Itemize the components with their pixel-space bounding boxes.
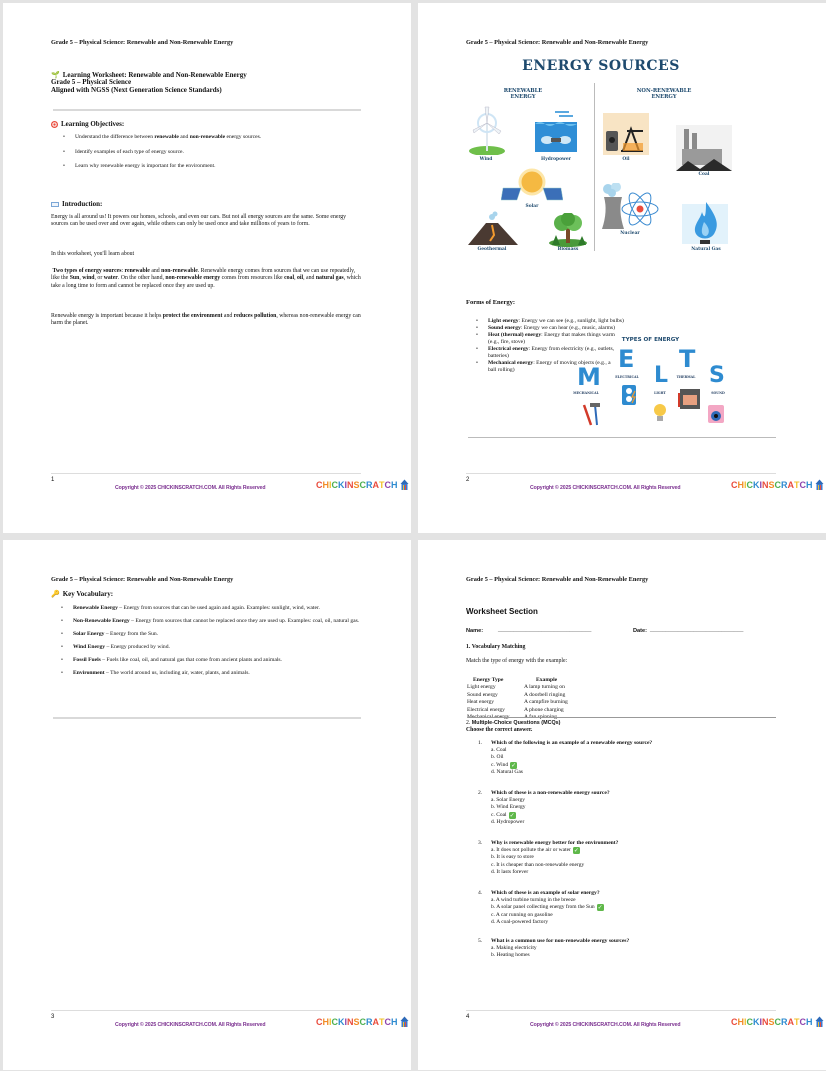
check-mark-icon: ✓	[597, 904, 603, 912]
logo-text: CHICKINSCRATCH	[731, 1016, 813, 1027]
answer-option[interactable]: a. A wind turbine turning in the breeze	[491, 897, 576, 903]
objective-item: • Understand the difference between renewable and non-renewable energy sources.	[53, 134, 383, 141]
label-sound: SOUND	[711, 391, 725, 395]
question-text: 2. Which of these is a non-renewable energy source?	[478, 790, 610, 796]
table-row: Sound energy A doorbell ringing	[467, 691, 566, 698]
heading-text: Key Vocabulary:	[62, 590, 114, 598]
answer-option[interactable]: d. Hydropower	[491, 819, 525, 826]
label-nuclear: Nuclear	[620, 231, 640, 236]
label-electrical: ELECTRICAL	[615, 375, 639, 379]
check-mark-icon: ✓	[511, 761, 517, 769]
copyright-text: Copyright © 2025 CHICKINSCRATCH.COM. All Rights Reserved	[530, 485, 681, 491]
answer-option[interactable]: a. Making electricity	[491, 945, 537, 951]
divider	[468, 717, 776, 718]
divider	[53, 717, 361, 719]
introduction-heading	[51, 200, 102, 208]
label-oil: Oil	[622, 157, 630, 162]
subtitle-ngss: Aligned with NGSS (Next Generation Science Standards)	[51, 86, 222, 94]
renewable-heading: RENEWABLE ENERGY	[503, 88, 543, 100]
answer-option[interactable]: c. A car running on gasoline	[491, 911, 553, 918]
vocab-item: • Solar Energy – Energy from the Sun.	[51, 631, 369, 638]
page-number: 2	[466, 477, 470, 483]
mcq-heading: 2. Multiple-Choice Questions (MCQs)	[466, 720, 561, 726]
intro-paragraph-4: Renewable energy is important because it helps protect the environment and reduces pollution, whereas non-renewable energy can harm the planet.	[51, 313, 361, 327]
forms-heading: Forms of Energy:	[466, 299, 516, 306]
footer-divider	[466, 473, 776, 474]
question-text: 4. Which of these is an example of solar energy?	[478, 890, 600, 896]
answer-option[interactable]: c. Coal ✓	[491, 811, 515, 819]
coal-factory-icon	[676, 125, 732, 171]
mcq-question	[478, 938, 629, 960]
page-header: Grade 5 – Physical Science: Renewable and Non-Renewable Energy	[51, 576, 234, 583]
subtitle-grade: Grade 5 – Physical Science	[51, 78, 132, 86]
answer-option[interactable]: a. It does not pollute the air or water ✓	[491, 847, 579, 854]
vocab-item: • Non-Renewable Energy – Energy from sources that cannot be replaced once they are used up. Examples: coal, oil, natural gas.	[51, 618, 369, 625]
answer-option[interactable]: b. Wind Energy	[491, 804, 526, 811]
intro-paragraph-3: Two types of energy sources: renewable and non-renewable. Renewable energy comes from sources that we can use repeatedly, like the Sun, wind, or water. On the other hand, non-renewable energy comes from resources like coal, oil, and natural gas, which take a long time to form and cannot be replaced once they are used up.	[51, 268, 361, 289]
solar-panel-icon	[501, 168, 563, 202]
label-hydropower: Hydropower	[541, 157, 571, 162]
heading-text: Learning Objectives:	[61, 120, 125, 128]
question-text: 1. Which of the following is an example of a renewable energy source?	[478, 740, 653, 746]
question-text: 5. What is a common use for non-renewable energy sources?	[478, 938, 630, 944]
label-natural-gas: Natural Gas	[691, 247, 721, 252]
label-mechanical: MECHANICAL	[573, 391, 599, 395]
geothermal-volcano-icon	[468, 211, 518, 247]
form-item-mechanical: • Mechanical energy: Energy of moving objects (e.g., a ball rolling)	[466, 360, 616, 374]
question-number: 3.	[478, 840, 483, 846]
objectives-heading	[51, 120, 124, 128]
chickinscratch-logo	[731, 1016, 824, 1027]
form-item-sound: • Sound energy: Energy we can hear (e.g., music, alarms)	[466, 325, 616, 332]
answer-option[interactable]: d. It lasts forever	[491, 869, 529, 876]
copyright-text: Copyright © 2025 CHICKINSCRATCH.COM. All Rights Reserved	[115, 485, 266, 491]
logo-text: CHICKINSCRATCH	[731, 479, 813, 490]
intro-paragraph-1: Energy is all around us! It powers our homes, schools, and even our cars. But not all energy sources are the same. Some energy sources can be used over and over again, while others can only be used once and take millions of years to form.	[51, 214, 347, 228]
question-number: 5.	[478, 938, 483, 944]
mcq-instruction: Choose the correct answer.	[466, 727, 533, 733]
page-number: 4	[466, 1014, 470, 1020]
page-header: Grade 5 – Physical Science: Renewable and Non-Renewable Energy	[466, 576, 649, 583]
vocab-item: • Wind Energy – Energy produced by wind.	[51, 644, 369, 651]
answer-option[interactable]: b. A solar panel collecting energy from the Sun ✓	[491, 904, 603, 912]
label-solar: Solar	[525, 204, 539, 209]
question-text: 3. Why is renewable energy better for the environment?	[478, 840, 619, 846]
intro-paragraph-2: In this worksheet, you'll learn about	[51, 251, 135, 257]
house-icon	[815, 479, 824, 490]
energy-sources-divider	[594, 83, 595, 251]
light-bulb-icon	[653, 403, 667, 425]
mcq-question	[478, 740, 652, 777]
heading-text: Introduction:	[62, 200, 103, 208]
logo-text: CHICKINSCRATCH	[316, 479, 398, 490]
target-icon	[51, 121, 58, 128]
footer-divider	[51, 473, 361, 474]
answer-option[interactable]: a. Coal	[491, 747, 507, 753]
chickinscratch-logo	[731, 479, 824, 490]
form-item-heat: • Heat (thermal) energy: Energy that makes things warm (e.g., fire, stove)	[466, 332, 616, 346]
vocab-item: • Fossil Fuels – Fuels like coal, oil, and natural gas that come from ancient plants and animals.	[51, 657, 369, 664]
label-light: LIGHT	[654, 391, 666, 395]
hydropower-icon	[533, 108, 579, 154]
objective-item: • Identify examples of each type of energy source.	[53, 149, 383, 156]
page-header: Grade 5 – Physical Science: Renewable and Non-Renewable Energy	[466, 39, 649, 46]
vocab-item: • Environment – The world around us, including air, water, plants, and animals.	[51, 670, 369, 677]
check-mark-icon: ✓	[573, 847, 579, 854]
question-number: 2.	[478, 790, 483, 796]
natural-gas-flame-icon	[682, 198, 728, 246]
logo-text: CHICKINSCRATCH	[316, 1016, 398, 1027]
wind-turbine-icon	[468, 105, 506, 155]
house-icon	[400, 479, 409, 490]
table-row: Electrical energy A phone charging	[467, 706, 564, 713]
letter-m: M	[577, 363, 601, 391]
answer-option[interactable]: c. It is cheaper than non-renewable energy	[491, 861, 585, 868]
letter-t: T	[679, 345, 696, 373]
letter-s: S	[709, 363, 725, 388]
divider	[53, 109, 361, 111]
biomass-tree-icon	[548, 213, 588, 247]
vocab-matching-heading: 1. Vocabulary Matching	[466, 644, 526, 650]
oil-pump-icon	[603, 113, 649, 155]
form-item-electrical: • Electrical energy: Energy from electricity (e.g., outlets, batteries)	[466, 346, 616, 360]
seedling-icon: 🌱	[51, 71, 60, 79]
date-label: Date:	[633, 628, 647, 634]
book-icon	[51, 202, 59, 207]
house-icon	[400, 1016, 409, 1027]
copyright-text: Copyright © 2025 CHICKINSCRATCH.COM. All Rights Reserved	[115, 1022, 266, 1028]
worksheet-section-title: Worksheet Section	[466, 607, 538, 616]
objectives-list	[53, 134, 383, 170]
electric-outlet-icon	[619, 385, 639, 411]
types-of-energy-title: TYPES OF ENERGY	[621, 337, 680, 343]
answer-option[interactable]: b. Heating homes	[491, 952, 530, 959]
key-icon: 🔑	[51, 590, 60, 598]
label-geothermal: Geothermal	[477, 247, 507, 252]
question-number: 4.	[478, 890, 483, 896]
answer-option[interactable]: d. A coal-powered factory	[491, 919, 549, 926]
page-header: Grade 5 – Physical Science: Renewable and Non-Renewable Energy	[51, 39, 234, 46]
table-header-row	[467, 677, 568, 684]
mcq-question	[478, 840, 618, 877]
copyright-text: Copyright © 2025 CHICKINSCRATCH.COM. All Rights Reserved	[530, 1022, 681, 1028]
label-thermal: THERMAL	[676, 375, 696, 379]
letter-l: L	[654, 363, 669, 388]
table-row: Heat energy A campfire burning	[467, 699, 568, 706]
label-biomass: Biomass	[557, 247, 579, 252]
types-of-energy-image	[573, 331, 728, 433]
answer-option[interactable]: d. Natural Gas	[491, 769, 523, 776]
answer-option[interactable]: a. Solar Energy	[491, 797, 525, 803]
title-text: Learning Worksheet: Renewable and Non-Renewable Energy	[62, 71, 247, 79]
chickinscratch-logo	[316, 479, 409, 490]
question-number: 1.	[478, 740, 483, 746]
check-mark-icon: ✓	[509, 811, 515, 819]
page-4	[418, 540, 826, 1070]
vocab-matching-instruction: Match the type of energy with the example:	[466, 658, 568, 664]
footer-divider	[51, 1010, 361, 1011]
vocabulary-heading	[51, 590, 113, 598]
energy-sources-title: ENERGY SOURCES	[522, 58, 680, 74]
answer-option[interactable]: b. It is easy to store	[491, 854, 534, 861]
vocabulary-list	[51, 605, 369, 677]
page-1	[3, 3, 411, 533]
speaker-icon	[705, 403, 727, 425]
page-number: 3	[51, 1014, 55, 1020]
vocab-matching-table	[467, 677, 568, 721]
hammer-tool-icon	[581, 401, 601, 427]
date-field[interactable]: ______________________________	[650, 627, 744, 633]
form-item-light: • Light energy: Energy we can see (e.g., sunlight, light bulbs)	[466, 318, 686, 325]
name-field[interactable]: ______________________________	[498, 627, 592, 633]
oven-icon	[677, 387, 701, 411]
answer-option[interactable]: b. Oil	[491, 754, 504, 761]
mcq-question	[478, 790, 610, 827]
letter-e: E	[618, 345, 635, 373]
label-coal: Coal	[698, 172, 710, 177]
label-wind: Wind	[479, 157, 493, 162]
vocab-item: • Renewable Energy – Energy from sources that can be used again and again. Examples: sunlight, wind, water.	[51, 605, 369, 612]
energy-sources-image	[466, 53, 736, 253]
house-icon	[815, 1016, 824, 1027]
objective-item: • Learn why renewable energy is important for the environment.	[53, 163, 383, 170]
nuclear-plant-icon	[598, 183, 662, 231]
column-header: Energy Type	[473, 677, 504, 683]
name-label: Name:	[466, 628, 484, 634]
footer-divider	[466, 1010, 776, 1011]
nonrenewable-heading: NON-RENEWABLE ENERGY	[636, 88, 692, 100]
column-header: Example	[536, 677, 558, 683]
page-3	[3, 540, 411, 1070]
page-number: 1	[51, 477, 55, 483]
table-row: Light energy A lamp turning on	[467, 684, 565, 691]
answer-option[interactable]: c. Wind ✓	[491, 761, 517, 769]
chickinscratch-logo	[316, 1016, 409, 1027]
page-2	[418, 3, 826, 533]
mcq-question	[478, 890, 604, 927]
divider	[468, 437, 776, 438]
